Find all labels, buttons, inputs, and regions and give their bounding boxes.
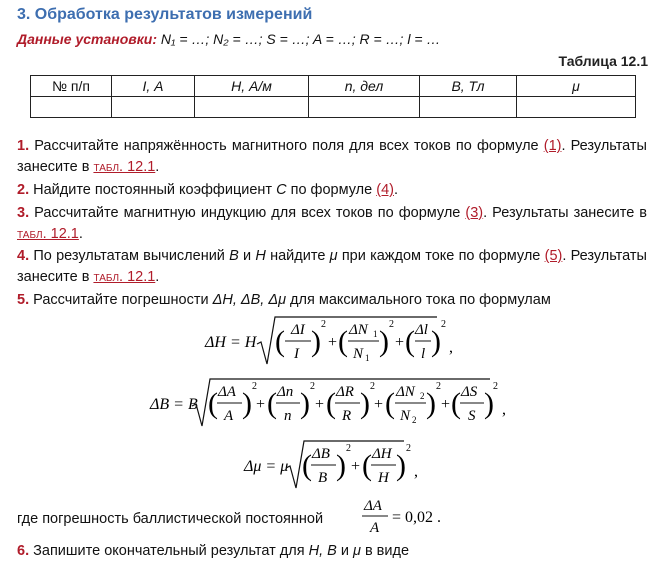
svg-text:2: 2 xyxy=(310,381,315,392)
table-row xyxy=(31,97,636,118)
svg-text:A: A xyxy=(370,520,380,536)
svg-text:ΔA: ΔA xyxy=(364,498,382,514)
table-cell[interactable] xyxy=(517,97,636,118)
svg-text:ΔR: ΔR xyxy=(336,384,354,400)
col-induction: B, Тл xyxy=(420,76,517,97)
svg-text:): ) xyxy=(360,387,370,420)
svg-text:B: B xyxy=(318,470,328,486)
setup-values: N₁ = …; N₂ = …; S = …; A = …; R = …; l = … xyxy=(160,31,441,47)
svg-text:R: R xyxy=(342,408,352,424)
svg-text:2: 2 xyxy=(493,381,498,392)
svg-text:): ) xyxy=(336,449,346,482)
section-title: 3. Обработка результатов измерений xyxy=(17,6,313,23)
svg-text:ΔA: ΔA xyxy=(218,384,236,400)
table-cell[interactable] xyxy=(420,97,517,118)
svg-text:): ) xyxy=(311,325,321,358)
svg-text:): ) xyxy=(484,387,494,420)
step-4: 4. По результатам вычислений B и H найдите μ при каждом токе по формуле (5). Результаты занесите в табл. 12.1. xyxy=(17,248,647,285)
table-ref[interactable]: табл. 12.1 xyxy=(93,269,156,285)
svg-text:2: 2 xyxy=(252,381,257,392)
svg-text:): ) xyxy=(426,387,436,420)
note-text: где погрешность баллистической постоянной xyxy=(17,511,324,527)
svg-text:2: 2 xyxy=(420,391,425,401)
svg-text:ΔH: ΔH xyxy=(372,446,392,462)
svg-text:,: , xyxy=(449,339,453,356)
svg-text:ΔN: ΔN xyxy=(349,322,368,338)
svg-text:+: + xyxy=(374,396,384,413)
step-2: 2. Найдите постоянный коэффициент C по формуле (4). xyxy=(17,182,398,198)
table-cell[interactable] xyxy=(195,97,309,118)
svg-text:(: ( xyxy=(451,387,461,420)
svg-text:(: ( xyxy=(267,387,277,420)
svg-text:(: ( xyxy=(208,387,218,420)
svg-text:A: A xyxy=(224,408,234,424)
step-1: 1. Рассчитайте напряжённость магнитного поля для всех токов по формуле (1). Результаты занесите в табл. 12.1. xyxy=(17,138,647,175)
step-5: 5. Рассчитайте погрешности ΔH, ΔB, Δμ для максимального тока по формулам xyxy=(17,292,551,308)
step-3: 3. Рассчитайте магнитную индукцию для всех токов по формуле (3). Результаты занесите в табл. 12.1. xyxy=(17,205,647,242)
svg-text:): ) xyxy=(379,325,389,358)
svg-text:1: 1 xyxy=(373,329,378,339)
svg-text:+: + xyxy=(441,396,451,413)
col-number: № п/п xyxy=(31,76,112,97)
svg-text:2: 2 xyxy=(321,319,326,330)
svg-text:S: S xyxy=(468,408,476,424)
svg-text:ΔH = H: ΔH = H xyxy=(205,334,257,351)
svg-text:H: H xyxy=(378,470,389,486)
svg-text:= 0,02 .: = 0,02 . xyxy=(392,509,442,526)
formula-ballistic-error xyxy=(362,495,442,542)
svg-text:): ) xyxy=(242,387,252,420)
svg-text:(: ( xyxy=(362,449,372,482)
svg-text:): ) xyxy=(300,387,310,420)
svg-text:(: ( xyxy=(385,387,395,420)
svg-text:2: 2 xyxy=(370,381,375,392)
formula-ref-5[interactable]: (5) xyxy=(544,248,563,264)
svg-text:(: ( xyxy=(302,449,312,482)
formula-delta-h xyxy=(205,314,455,373)
svg-text:): ) xyxy=(431,325,441,358)
svg-text:l: l xyxy=(421,346,426,362)
svg-text:(: ( xyxy=(405,325,415,358)
table-ref[interactable]: табл. 12.1 xyxy=(93,159,156,175)
formula-ref-4[interactable]: (4) xyxy=(376,182,394,198)
col-field: H, А/м xyxy=(195,76,309,97)
svg-text:+: + xyxy=(315,396,325,413)
svg-text:2: 2 xyxy=(346,443,351,454)
svg-text:ΔS: ΔS xyxy=(461,384,478,400)
formula-ref-1[interactable]: (1) xyxy=(543,138,562,154)
svg-text:N: N xyxy=(400,408,411,424)
table-header-row xyxy=(31,76,636,97)
svg-text:ΔI: ΔI xyxy=(291,322,305,338)
table-cell[interactable] xyxy=(31,97,112,118)
svg-text:n: n xyxy=(284,408,292,424)
svg-text:Δn: Δn xyxy=(277,384,294,400)
setup-label: Данные установки: xyxy=(17,31,158,47)
formula-ref-3[interactable]: (3) xyxy=(465,205,484,221)
svg-text:(: ( xyxy=(275,325,285,358)
svg-text:+: + xyxy=(256,396,266,413)
col-permeability: μ xyxy=(517,76,636,97)
svg-text:(: ( xyxy=(326,387,336,420)
svg-text:1: 1 xyxy=(365,353,370,363)
svg-text:Δμ = μ: Δμ = μ xyxy=(244,458,289,475)
svg-text:2: 2 xyxy=(436,381,441,392)
table-caption: Таблица 12.1 xyxy=(558,53,648,69)
svg-text:(: ( xyxy=(338,325,348,358)
svg-text:+: + xyxy=(328,334,338,351)
table-cell[interactable] xyxy=(309,97,420,118)
table-ref[interactable]: табл. 12.1 xyxy=(17,226,79,242)
svg-text:2: 2 xyxy=(412,415,417,425)
svg-text:2: 2 xyxy=(406,443,411,454)
table-cell[interactable] xyxy=(112,97,195,118)
svg-text:N: N xyxy=(353,346,364,362)
formula-delta-b xyxy=(150,376,510,435)
results-table xyxy=(30,75,636,118)
svg-text:,: , xyxy=(502,401,506,418)
step-6: 6. Запишите окончательный результат для H, B и μ в виде xyxy=(17,543,410,559)
svg-text:+: + xyxy=(395,334,405,351)
svg-text:2: 2 xyxy=(389,319,394,330)
svg-text:ΔN: ΔN xyxy=(396,384,415,400)
svg-text:,: , xyxy=(414,463,418,480)
svg-text:ΔB = B: ΔB = B xyxy=(150,396,198,413)
svg-text:I: I xyxy=(294,346,299,362)
svg-text:): ) xyxy=(396,449,406,482)
note-line xyxy=(17,509,323,530)
svg-text:Δl: Δl xyxy=(415,322,428,338)
svg-text:2: 2 xyxy=(441,319,446,330)
setup-line xyxy=(17,31,440,47)
svg-text:+: + xyxy=(351,458,361,475)
formula-delta-mu xyxy=(244,438,424,497)
svg-text:ΔB: ΔB xyxy=(312,446,330,462)
col-current: I, А xyxy=(112,76,195,97)
col-divisions: n, дел xyxy=(309,76,420,97)
